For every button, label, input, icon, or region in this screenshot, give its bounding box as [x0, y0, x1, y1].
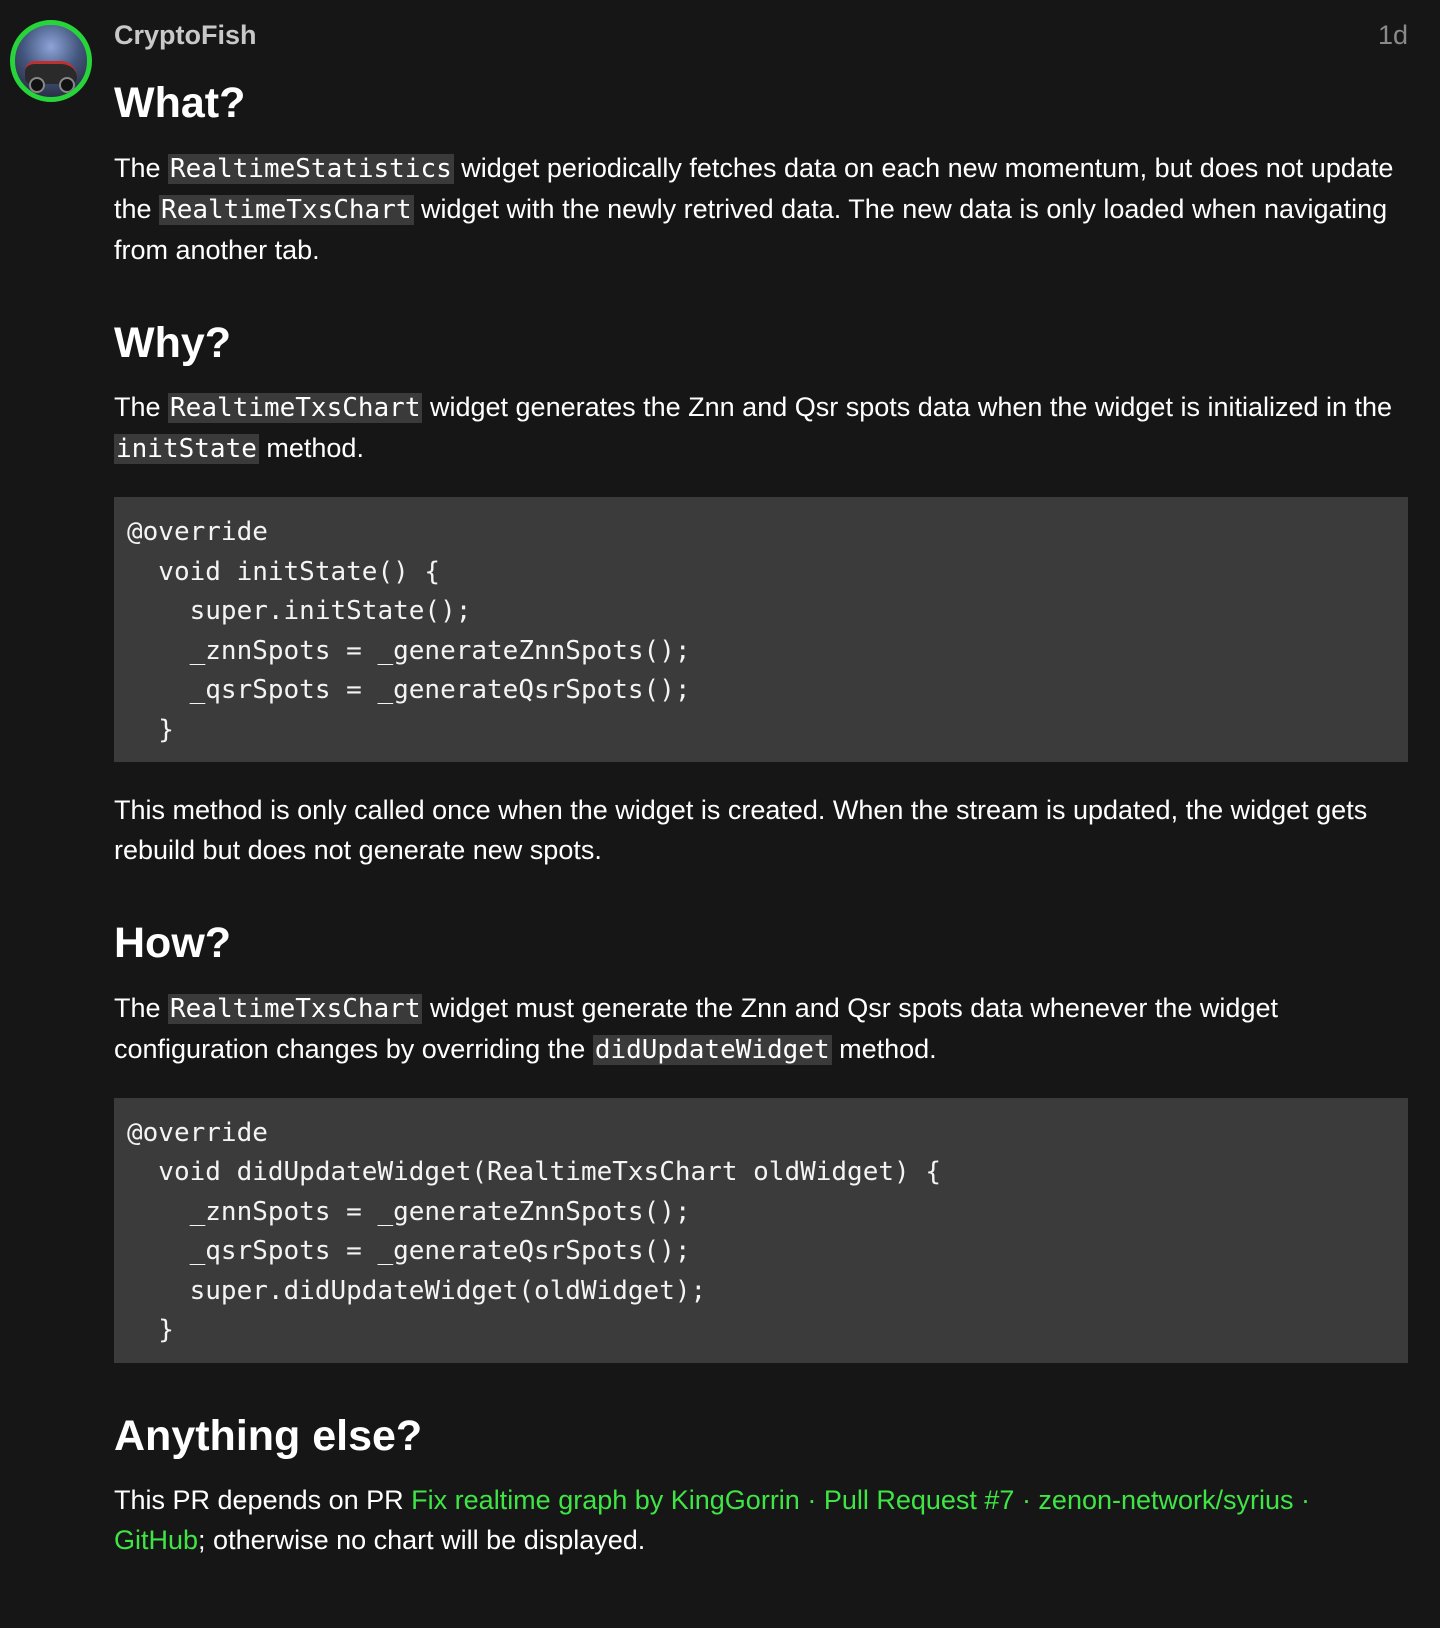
- paragraph-what: [114, 148, 1408, 270]
- username[interactable]: CryptoFish: [114, 20, 257, 50]
- paragraph-why: [114, 387, 1408, 469]
- text: This PR depends on PR: [114, 1485, 412, 1516]
- avatar[interactable]: [10, 20, 92, 102]
- text: method.: [831, 1033, 937, 1064]
- paragraph-why-2: This method is only called once when the widget is created. When the stream is updated, the widget gets rebuild but does not generate new spots.: [114, 795, 1368, 866]
- code-line: void didUpdateWidget(RealtimeTxsChart oldWidget) {: [127, 1157, 941, 1188]
- code-line: super.didUpdateWidget(oldWidget);: [127, 1275, 707, 1306]
- inline-code: RealtimeTxsChart: [161, 194, 412, 225]
- heading-anything-else: Anything else?: [114, 1411, 423, 1460]
- code-line: _znnSpots = _generateZnnSpots();: [127, 635, 691, 666]
- text: widget periodically fetches data on each new momentum, but does not update the: [114, 152, 1394, 224]
- code-line: }: [127, 714, 174, 745]
- code-line: void initState() {: [127, 556, 441, 587]
- heading-what: What?: [114, 79, 246, 127]
- code-line: @override: [127, 517, 268, 548]
- text: The: [114, 992, 169, 1023]
- avatar-wheel: [59, 77, 75, 93]
- avatar-wheel: [29, 77, 45, 93]
- code-line: super.initState();: [127, 596, 472, 627]
- code-line: _qsrSpots = _generateQsrSpots();: [127, 675, 691, 706]
- heading-how: How?: [114, 919, 232, 968]
- inline-code: RealtimeTxsChart: [170, 393, 421, 424]
- text: The: [114, 392, 169, 423]
- text: The: [114, 152, 169, 183]
- text: widget must generate the Znn and Qsr spots data whenever the widget configuration changes by overriding the: [114, 992, 1278, 1064]
- text: widget generates the Znn and Qsr spots data when the widget is initialized in the: [422, 392, 1393, 423]
- inline-code: didUpdateWidget: [594, 1034, 830, 1065]
- inline-code: initState: [116, 434, 257, 465]
- code-line: _qsrSpots = _generateQsrSpots();: [127, 1236, 691, 1267]
- inline-code: RealtimeStatistics: [170, 153, 452, 184]
- text: ; otherwise no chart will be displayed.: [198, 1525, 646, 1556]
- text: widget with the newly retrived data. The new data is only loaded when navigating from another tab.: [114, 193, 1388, 265]
- code-line: @override: [127, 1117, 268, 1148]
- code-block-initstate[interactable]: [114, 497, 1408, 762]
- code-block-didupdatewidget[interactable]: [114, 1098, 1408, 1363]
- code-line: }: [127, 1315, 174, 1346]
- text: method.: [258, 433, 364, 464]
- post-body: [114, 78, 1408, 1560]
- pull-request-link[interactable]: Fix realtime graph by KingGorrin · Pull Request #7 · zenon-network/syrius · GitHub: [114, 1485, 1311, 1556]
- heading-why: Why?: [114, 318, 232, 367]
- paragraph-how: [114, 988, 1408, 1070]
- post-date[interactable]: 1d: [1377, 20, 1408, 50]
- paragraph-anything-else: [114, 1480, 1408, 1560]
- code-line: _znnSpots = _generateZnnSpots();: [127, 1196, 691, 1227]
- inline-code: RealtimeTxsChart: [170, 993, 421, 1024]
